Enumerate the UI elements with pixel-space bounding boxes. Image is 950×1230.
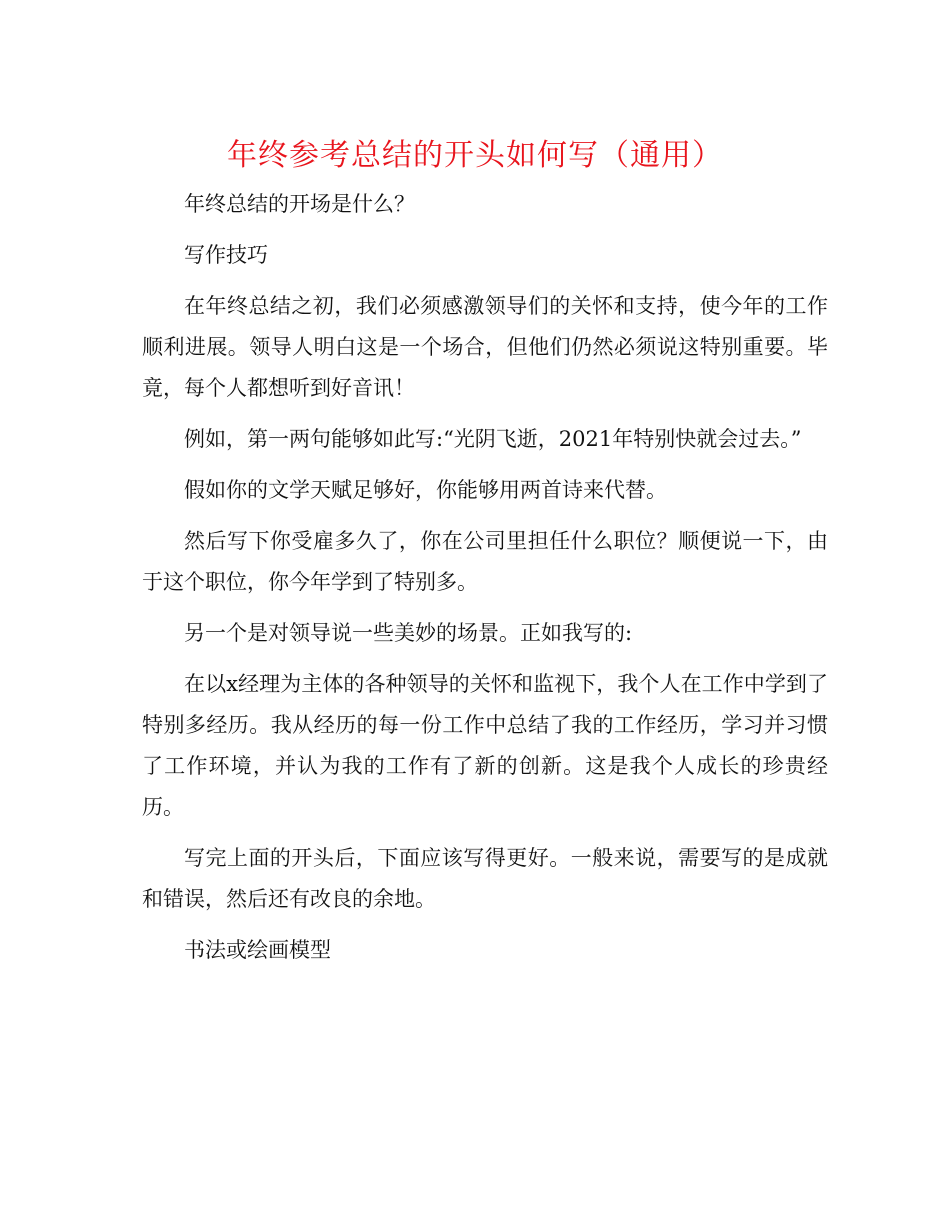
paragraph: 另一个是对领导说一些美妙的场景。正如我写的: <box>184 621 633 645</box>
paragraph: 例如，第一两句能够如此写:“光阴飞逝，2021年特别快就会过去。” <box>184 427 802 451</box>
document-title: 年终参考总结的开头如何写（通用） <box>227 138 723 173</box>
paragraph: 写作技巧 <box>184 243 268 267</box>
paragraph: 假如你的文学天赋足够好，你能够用两首诗来代替。 <box>184 478 667 502</box>
paragraph: 书法或绘画模型 <box>184 938 331 962</box>
paragraph: 年终总结的开场是什么？ <box>184 192 415 216</box>
paragraph: 写完上面的开头后，下面应该写得更好。一般来说，需要写的是成就和错误，然后还有改良的余地。 <box>142 846 828 911</box>
paragraph: 然后写下你受雇多久了，你在公司里担任什么职位？顺便说一下，由于这个职位，你今年学到了特别多。 <box>142 529 828 594</box>
document-body <box>142 184 828 981</box>
paragraph: 在以x经理为主体的各种领导的关怀和监视下，我个人在工作中学到了特别多经历。我从经历的每一份工作中总结了我的工作经历，学习并习惯了工作环境，并认为我的工作有了新的创新。这是我个人成长的珍贵经历。 <box>142 672 828 819</box>
paragraph: 在年终总结之初，我们必须感激领导们的关怀和支持，使今年的工作顺利进展。领导人明白这是一个场合，但他们仍然必须说这特别重要。毕竟，每个人都想听到好音讯！ <box>142 294 828 400</box>
